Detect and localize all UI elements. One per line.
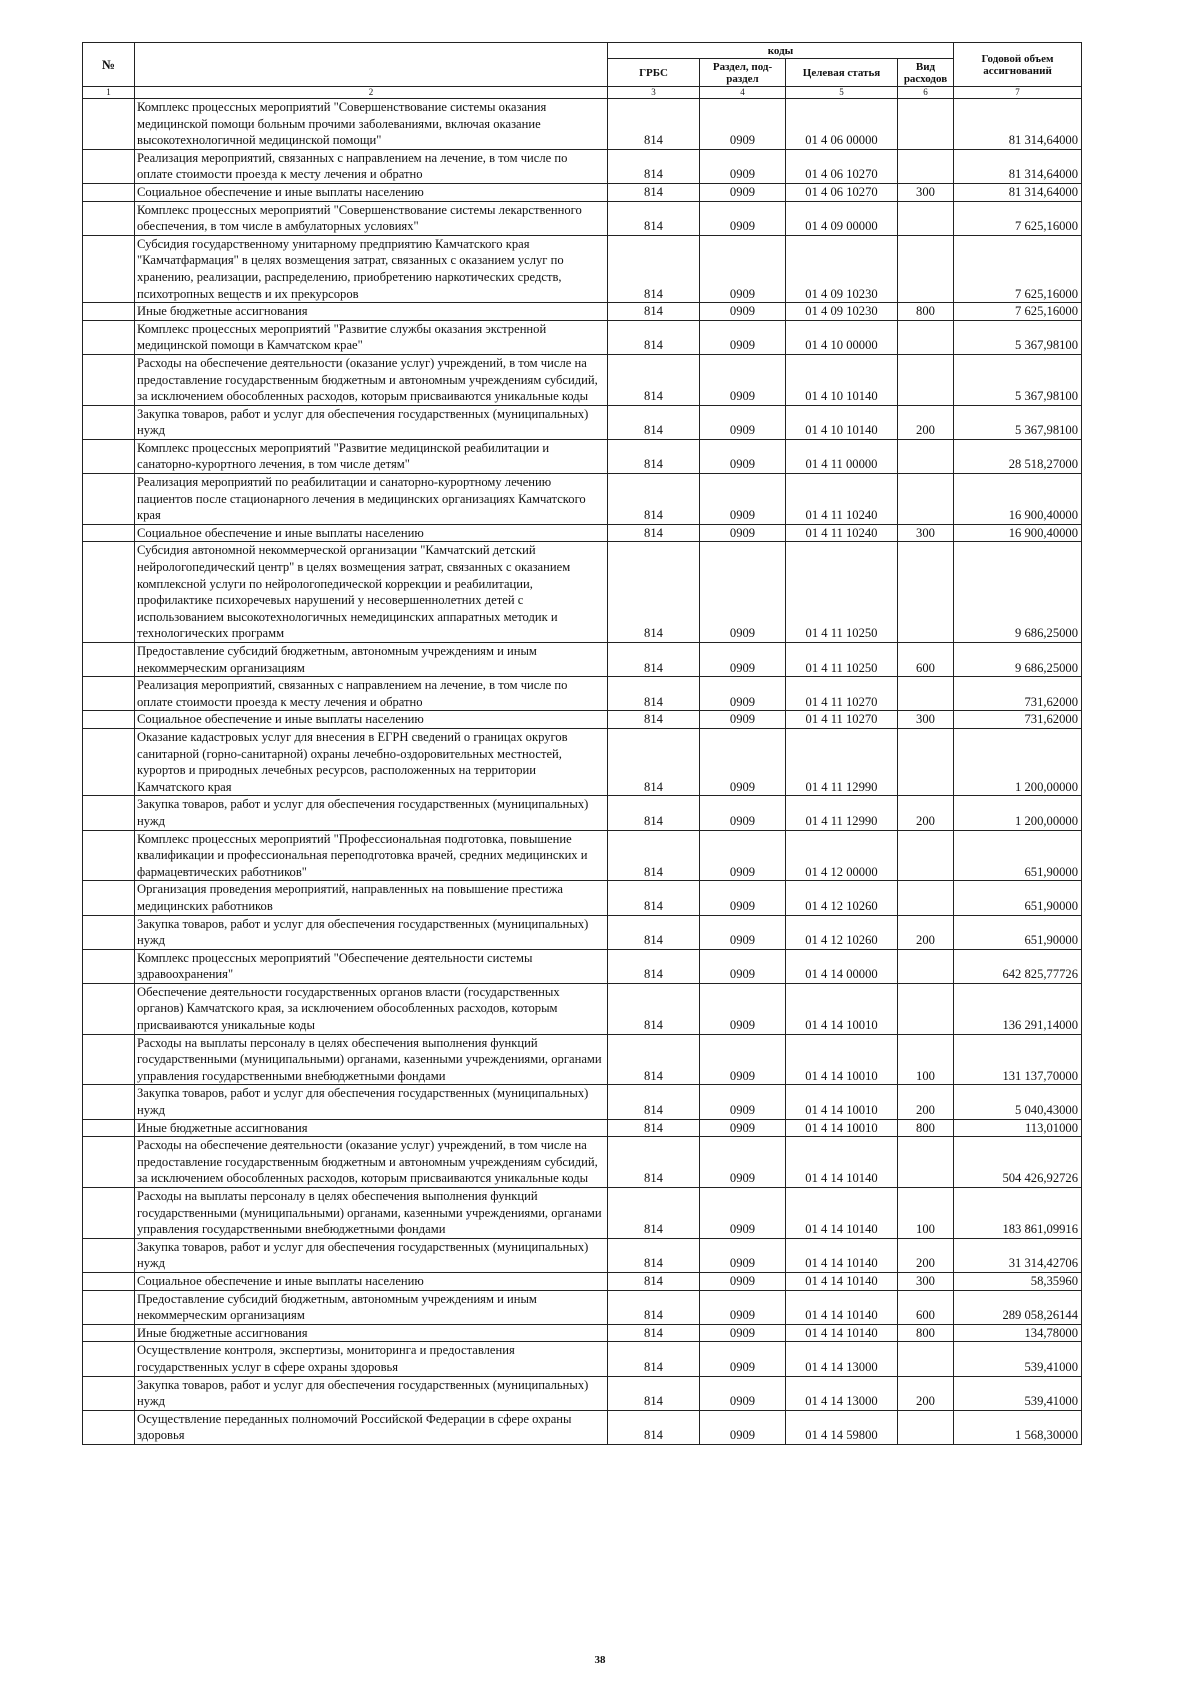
row-type-cell: 200 [898,1238,954,1272]
table-row [83,405,1082,439]
table-row [83,1085,1082,1119]
header-exp-type: Вид расходов [898,59,954,87]
row-target-cell: 01 4 11 00000 [786,439,898,473]
row-name-cell: Реализация мероприятий, связанных с направлением на лечение, в том числе по оплате стоимости проезда к месту лечения и обратно [135,149,608,183]
row-name-cell: Закупка товаров, работ и услуг для обеспечения государственных (муниципальных) нужд [135,1376,608,1410]
row-num-cell [83,915,135,949]
row-type-cell: 800 [898,303,954,321]
row-type-cell: 100 [898,1188,954,1239]
row-section-cell: 0909 [700,1376,786,1410]
row-grbs-cell: 814 [608,915,700,949]
row-type-cell: 100 [898,1034,954,1085]
table-row [83,235,1082,302]
header-section: Раздел, под-раздел [700,59,786,87]
row-type-cell [898,1342,954,1376]
row-num-cell [83,949,135,983]
col-num-6: 6 [898,87,954,99]
row-target-cell: 01 4 14 10140 [786,1188,898,1239]
row-grbs-cell: 814 [608,711,700,729]
row-section-cell: 0909 [700,1410,786,1444]
row-num-cell [83,474,135,525]
row-section-cell: 0909 [700,1290,786,1324]
row-name-cell: Расходы на выплаты персоналу в целях обеспечения выполнения функций государственными (муниципальными) органами, казенными учреждениями, органами управления государственными внебюджетными фондами [135,1188,608,1239]
row-type-cell [898,1410,954,1444]
row-target-cell: 01 4 11 12990 [786,796,898,830]
row-sum-cell: 289 058,26144 [954,1290,1082,1324]
header-annual: Годовой объем ассигнований [954,43,1082,87]
row-section-cell: 0909 [700,1272,786,1290]
row-type-cell: 200 [898,405,954,439]
row-section-cell: 0909 [700,711,786,729]
row-sum-cell: 31 314,42706 [954,1238,1082,1272]
row-section-cell: 0909 [700,1324,786,1342]
row-num-cell [83,728,135,795]
row-grbs-cell: 814 [608,303,700,321]
row-target-cell: 01 4 14 00000 [786,949,898,983]
row-sum-cell: 1 568,30000 [954,1410,1082,1444]
row-type-cell [898,677,954,711]
row-type-cell: 600 [898,1290,954,1324]
row-type-cell [898,99,954,150]
row-num-cell [83,1342,135,1376]
table-row [83,1188,1082,1239]
row-section-cell: 0909 [700,1342,786,1376]
row-section-cell: 0909 [700,1119,786,1137]
row-grbs-cell: 814 [608,1272,700,1290]
table-body [83,99,1082,1445]
row-target-cell: 01 4 14 59800 [786,1410,898,1444]
row-num-cell [83,677,135,711]
column-numbers-row [83,87,1082,99]
row-grbs-cell: 814 [608,881,700,915]
row-target-cell: 01 4 10 10140 [786,405,898,439]
table-row [83,881,1082,915]
row-section-cell: 0909 [700,474,786,525]
row-sum-cell: 131 137,70000 [954,1034,1082,1085]
row-grbs-cell: 814 [608,1290,700,1324]
row-name-cell: Комплекс процессных мероприятий "Совершенствование системы оказания медицинской помощи больным прочими заболеваниями, включая оказание высокотехнологичной медицинской помощи" [135,99,608,150]
row-name-cell: Социальное обеспечение и иные выплаты населению [135,183,608,201]
row-type-cell: 800 [898,1324,954,1342]
row-type-cell [898,149,954,183]
row-target-cell: 01 4 12 00000 [786,830,898,881]
row-num-cell [83,303,135,321]
row-type-cell: 200 [898,796,954,830]
row-type-cell [898,439,954,473]
row-name-cell: Реализация мероприятий по реабилитации и санаторно-курортному лечению пациентов после стационарного лечения в медицинских организациях Камчатского края [135,474,608,525]
row-sum-cell: 28 518,27000 [954,439,1082,473]
row-num-cell [83,983,135,1034]
table-row [83,643,1082,677]
row-type-cell [898,320,954,354]
row-sum-cell: 7 625,16000 [954,303,1082,321]
row-num-cell [83,235,135,302]
row-name-cell: Закупка товаров, работ и услуг для обеспечения государственных (муниципальных) нужд [135,796,608,830]
row-type-cell [898,474,954,525]
col-num-1: 1 [83,87,135,99]
row-target-cell: 01 4 12 10260 [786,881,898,915]
row-target-cell: 01 4 14 10010 [786,1034,898,1085]
row-target-cell: 01 4 11 10250 [786,542,898,643]
row-section-cell: 0909 [700,1137,786,1188]
row-num-cell [83,183,135,201]
table-row [83,1290,1082,1324]
table-row [83,1272,1082,1290]
row-target-cell: 01 4 10 00000 [786,320,898,354]
row-grbs-cell: 814 [608,1188,700,1239]
table-row [83,183,1082,201]
row-num-cell [83,1290,135,1324]
table-row [83,830,1082,881]
row-name-cell: Закупка товаров, работ и услуг для обеспечения государственных (муниципальных) нужд [135,1238,608,1272]
row-sum-cell: 731,62000 [954,677,1082,711]
header-target: Целевая статья [786,59,898,87]
row-type-cell: 300 [898,183,954,201]
row-sum-cell: 9 686,25000 [954,542,1082,643]
row-grbs-cell: 814 [608,235,700,302]
row-sum-cell: 5 367,98100 [954,320,1082,354]
row-sum-cell: 58,35960 [954,1272,1082,1290]
row-name-cell: Обеспечение деятельности государственных органов власти (государственных органов) Камчатского края, за исключением обособленных расходов, которым присваиваются уникальные коды [135,983,608,1034]
row-name-cell: Реализация мероприятий, связанных с направлением на лечение, в том числе по оплате стоимости проезда к месту лечения и обратно [135,677,608,711]
table-row [83,711,1082,729]
row-sum-cell: 16 900,40000 [954,474,1082,525]
row-target-cell: 01 4 14 13000 [786,1376,898,1410]
row-name-cell: Закупка товаров, работ и услуг для обеспечения государственных (муниципальных) нужд [135,1085,608,1119]
row-type-cell: 300 [898,524,954,542]
row-target-cell: 01 4 06 10270 [786,149,898,183]
table-row [83,439,1082,473]
row-num-cell [83,405,135,439]
row-num-cell [83,1188,135,1239]
row-num-cell [83,1034,135,1085]
row-target-cell: 01 4 14 10010 [786,983,898,1034]
table-row [83,1238,1082,1272]
table-row [83,1324,1082,1342]
row-grbs-cell: 814 [608,1324,700,1342]
row-grbs-cell: 814 [608,1119,700,1137]
row-section-cell: 0909 [700,524,786,542]
row-sum-cell: 651,90000 [954,915,1082,949]
row-target-cell: 01 4 14 10010 [786,1085,898,1119]
table-row [83,99,1082,150]
budget-table [82,42,1082,1445]
row-sum-cell: 81 314,64000 [954,99,1082,150]
row-target-cell: 01 4 09 10230 [786,235,898,302]
row-section-cell: 0909 [700,796,786,830]
row-section-cell: 0909 [700,643,786,677]
table-row [83,303,1082,321]
table-row [83,1119,1082,1137]
row-grbs-cell: 814 [608,149,700,183]
row-name-cell: Субсидия автономной некоммерческой организации "Камчатский детский нейрологопедический центр" в целях возмещения затрат, связанных с оказанием комплексной услуги по нейрологопедической коррекции и реабилитации, профилактике психоречевых нарушений у несовершеннолетних детей с использованием высокотехнологичных немедицинских аппаратных методик и технологических программ [135,542,608,643]
row-type-cell: 300 [898,1272,954,1290]
row-num-cell [83,354,135,405]
header-grbs: ГРБС [608,59,700,87]
row-section-cell: 0909 [700,201,786,235]
row-grbs-cell: 814 [608,201,700,235]
row-target-cell: 01 4 11 10270 [786,677,898,711]
col-num-3: 3 [608,87,700,99]
row-sum-cell: 81 314,64000 [954,149,1082,183]
row-grbs-cell: 814 [608,474,700,525]
row-num-cell [83,711,135,729]
row-grbs-cell: 814 [608,983,700,1034]
row-target-cell: 01 4 14 13000 [786,1342,898,1376]
row-target-cell: 01 4 14 10140 [786,1290,898,1324]
row-section-cell: 0909 [700,405,786,439]
row-grbs-cell: 814 [608,643,700,677]
row-name-cell: Оказание кадастровых услуг для внесения в ЕГРН сведений о границах округов санитарной (горно-санитарной) охраны лечебно-оздоровительных местностей, курортов и природных лечебных ресурсов, расположенных на территории Камчатского края [135,728,608,795]
row-name-cell: Осуществление переданных полномочий Российской Федерации в сфере охраны здоровья [135,1410,608,1444]
table-row [83,915,1082,949]
row-name-cell: Закупка товаров, работ и услуг для обеспечения государственных (муниципальных) нужд [135,405,608,439]
row-sum-cell: 5 040,43000 [954,1085,1082,1119]
row-section-cell: 0909 [700,99,786,150]
row-target-cell: 01 4 11 10240 [786,524,898,542]
table-row [83,1034,1082,1085]
row-num-cell [83,1137,135,1188]
row-type-cell: 800 [898,1119,954,1137]
row-grbs-cell: 814 [608,542,700,643]
table-row [83,949,1082,983]
table-row [83,201,1082,235]
row-sum-cell: 5 367,98100 [954,354,1082,405]
row-section-cell: 0909 [700,677,786,711]
row-name-cell: Закупка товаров, работ и услуг для обеспечения государственных (муниципальных) нужд [135,915,608,949]
row-section-cell: 0909 [700,303,786,321]
row-target-cell: 01 4 14 10140 [786,1272,898,1290]
col-num-7: 7 [954,87,1082,99]
row-section-cell: 0909 [700,830,786,881]
row-type-cell: 200 [898,1376,954,1410]
row-section-cell: 0909 [700,235,786,302]
row-sum-cell: 539,41000 [954,1376,1082,1410]
row-type-cell [898,728,954,795]
row-name-cell: Социальное обеспечение и иные выплаты населению [135,524,608,542]
row-type-cell [898,881,954,915]
row-type-cell: 200 [898,1085,954,1119]
row-target-cell: 01 4 11 10270 [786,711,898,729]
row-section-cell: 0909 [700,915,786,949]
row-grbs-cell: 814 [608,677,700,711]
row-grbs-cell: 814 [608,1085,700,1119]
row-num-cell [83,1272,135,1290]
row-section-cell: 0909 [700,1188,786,1239]
row-grbs-cell: 814 [608,949,700,983]
row-section-cell: 0909 [700,949,786,983]
table-row [83,474,1082,525]
row-section-cell: 0909 [700,183,786,201]
table-row [83,1137,1082,1188]
row-section-cell: 0909 [700,1085,786,1119]
row-grbs-cell: 814 [608,1342,700,1376]
row-grbs-cell: 814 [608,99,700,150]
row-num-cell [83,1085,135,1119]
row-type-cell: 300 [898,711,954,729]
header-codes: коды [608,43,954,59]
table-row [83,1342,1082,1376]
row-name-cell: Социальное обеспечение и иные выплаты населению [135,711,608,729]
row-name-cell: Социальное обеспечение и иные выплаты населению [135,1272,608,1290]
row-section-cell: 0909 [700,881,786,915]
row-type-cell [898,201,954,235]
col-num-5: 5 [786,87,898,99]
row-type-cell: 200 [898,915,954,949]
row-grbs-cell: 814 [608,524,700,542]
row-sum-cell: 651,90000 [954,881,1082,915]
row-sum-cell: 81 314,64000 [954,183,1082,201]
row-grbs-cell: 814 [608,183,700,201]
row-sum-cell: 7 625,16000 [954,235,1082,302]
table-row [83,1410,1082,1444]
row-grbs-cell: 814 [608,1238,700,1272]
row-section-cell: 0909 [700,728,786,795]
row-section-cell: 0909 [700,983,786,1034]
row-sum-cell: 642 825,77726 [954,949,1082,983]
table-row [83,542,1082,643]
row-name-cell: Иные бюджетные ассигнования [135,1324,608,1342]
row-target-cell: 01 4 06 00000 [786,99,898,150]
header-name [135,43,608,87]
row-name-cell: Расходы на обеспечение деятельности (оказание услуг) учреждений, в том числе на предоставление государственным бюджетным и автономным учреждениям субсидий, за исключением обособленных расходов, которым присваиваются уникальные коды [135,1137,608,1188]
row-grbs-cell: 814 [608,830,700,881]
row-name-cell: Расходы на обеспечение деятельности (оказание услуг) учреждений, в том числе на предоставление государственным бюджетным и автономным учреждениям субсидий, за исключением обособленных расходов, которым присваиваются уникальные коды [135,354,608,405]
row-section-cell: 0909 [700,354,786,405]
row-sum-cell: 9 686,25000 [954,643,1082,677]
row-num-cell [83,99,135,150]
table-row [83,354,1082,405]
row-sum-cell: 113,01000 [954,1119,1082,1137]
row-grbs-cell: 814 [608,728,700,795]
row-name-cell: Комплекс процессных мероприятий "Развитие службы оказания экстренной медицинской помощи в Камчатском крае" [135,320,608,354]
row-sum-cell: 731,62000 [954,711,1082,729]
row-grbs-cell: 814 [608,405,700,439]
col-num-2: 2 [135,87,608,99]
row-sum-cell: 504 426,92726 [954,1137,1082,1188]
row-name-cell: Комплекс процессных мероприятий "Совершенствование системы лекарственного обеспечения, в том числе в амбулаторных условиях" [135,201,608,235]
row-num-cell [83,542,135,643]
row-num-cell [83,830,135,881]
row-section-cell: 0909 [700,1238,786,1272]
row-name-cell: Осуществление контроля, экспертизы, мониторинга и предоставления государственных услуг в сфере охраны здоровья [135,1342,608,1376]
row-name-cell: Иные бюджетные ассигнования [135,1119,608,1137]
row-num-cell [83,1119,135,1137]
row-sum-cell: 7 625,16000 [954,201,1082,235]
row-num-cell [83,796,135,830]
row-num-cell [83,1238,135,1272]
row-target-cell: 01 4 14 10140 [786,1238,898,1272]
row-grbs-cell: 814 [608,796,700,830]
row-type-cell [898,983,954,1034]
row-num-cell [83,149,135,183]
row-num-cell [83,881,135,915]
table-row [83,149,1082,183]
row-sum-cell: 136 291,14000 [954,983,1082,1034]
row-target-cell: 01 4 06 10270 [786,183,898,201]
row-sum-cell: 5 367,98100 [954,405,1082,439]
row-num-cell [83,643,135,677]
row-name-cell: Предоставление субсидий бюджетным, автономным учреждениям и иным некоммерческим организациям [135,1290,608,1324]
row-name-cell: Комплекс процессных мероприятий "Развитие медицинской реабилитации и санаторно-курортного лечения, в том числе детям" [135,439,608,473]
row-sum-cell: 16 900,40000 [954,524,1082,542]
row-type-cell [898,542,954,643]
row-grbs-cell: 814 [608,1034,700,1085]
row-type-cell [898,235,954,302]
row-num-cell [83,1376,135,1410]
row-num-cell [83,1410,135,1444]
row-target-cell: 01 4 14 10140 [786,1137,898,1188]
row-grbs-cell: 814 [608,354,700,405]
page-number: 38 [594,1654,606,1666]
row-section-cell: 0909 [700,542,786,643]
row-type-cell [898,1137,954,1188]
row-type-cell [898,354,954,405]
row-target-cell: 01 4 11 10250 [786,643,898,677]
row-target-cell: 01 4 11 10240 [786,474,898,525]
row-name-cell: Иные бюджетные ассигнования [135,303,608,321]
row-target-cell: 01 4 09 10230 [786,303,898,321]
row-grbs-cell: 814 [608,320,700,354]
table-row [83,728,1082,795]
row-sum-cell: 651,90000 [954,830,1082,881]
row-num-cell [83,439,135,473]
table-row [83,796,1082,830]
row-sum-cell: 134,78000 [954,1324,1082,1342]
row-num-cell [83,524,135,542]
table-row [83,320,1082,354]
row-sum-cell: 1 200,00000 [954,796,1082,830]
row-sum-cell: 1 200,00000 [954,728,1082,795]
row-type-cell [898,949,954,983]
table-row [83,677,1082,711]
row-target-cell: 01 4 14 10140 [786,1324,898,1342]
col-num-4: 4 [700,87,786,99]
row-name-cell: Организация проведения мероприятий, направленных на повышение престижа медицинских работников [135,881,608,915]
row-sum-cell: 539,41000 [954,1342,1082,1376]
row-sum-cell: 183 861,09916 [954,1188,1082,1239]
row-type-cell: 600 [898,643,954,677]
row-section-cell: 0909 [700,320,786,354]
table-row [83,524,1082,542]
table-row [83,983,1082,1034]
row-name-cell: Расходы на выплаты персоналу в целях обеспечения выполнения функций государственными (муниципальными) органами, казенными учреждениями, органами управления государственными внебюджетными фондами [135,1034,608,1085]
table-row [83,1376,1082,1410]
header-num: № [83,43,135,87]
row-section-cell: 0909 [700,149,786,183]
row-target-cell: 01 4 09 00000 [786,201,898,235]
row-target-cell: 01 4 10 10140 [786,354,898,405]
row-section-cell: 0909 [700,1034,786,1085]
row-target-cell: 01 4 14 10010 [786,1119,898,1137]
row-type-cell [898,830,954,881]
row-name-cell: Субсидия государственному унитарному предприятию Камчатского края "Камчатфармация" в целях возмещения затрат, связанных с оказанием услуг по хранению, реализации, распределению, приобретению наркотических средств, психотропных веществ и их прекурсоров [135,235,608,302]
row-num-cell [83,320,135,354]
row-grbs-cell: 814 [608,439,700,473]
row-target-cell: 01 4 12 10260 [786,915,898,949]
row-name-cell: Комплекс процессных мероприятий "Обеспечение деятельности системы здравоохранения" [135,949,608,983]
row-grbs-cell: 814 [608,1137,700,1188]
row-name-cell: Предоставление субсидий бюджетным, автономным учреждениям и иным некоммерческим организациям [135,643,608,677]
row-section-cell: 0909 [700,439,786,473]
row-grbs-cell: 814 [608,1410,700,1444]
row-num-cell [83,201,135,235]
row-target-cell: 01 4 11 12990 [786,728,898,795]
row-num-cell [83,1324,135,1342]
row-grbs-cell: 814 [608,1376,700,1410]
row-name-cell: Комплекс процессных мероприятий "Профессиональная подготовка, повышение квалификации и профессиональная переподготовка врачей, средних медицинских и фармацевтических работников" [135,830,608,881]
